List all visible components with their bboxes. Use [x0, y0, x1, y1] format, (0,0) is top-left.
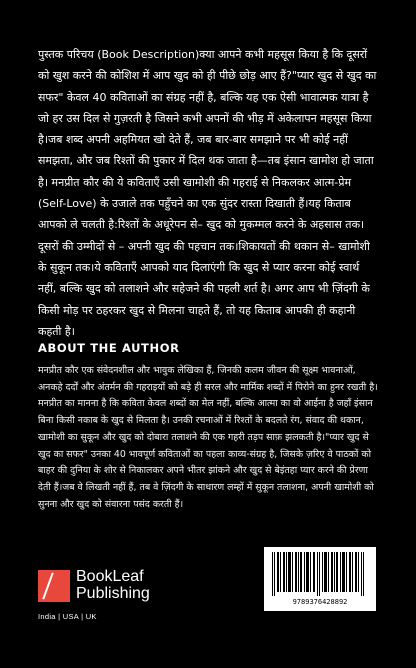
publisher-regions: India | USA | UK	[38, 612, 97, 621]
logo-slash-mark	[42, 573, 53, 600]
slash-logo-icon	[38, 570, 70, 602]
publisher-block	[38, 568, 198, 628]
publisher-name-line1: BookLeaf	[76, 568, 144, 585]
barcode-bars	[270, 552, 370, 596]
about-author-heading: ABOUT THE AUTHOR	[38, 341, 180, 355]
barcode	[264, 547, 376, 611]
book-description: पुस्तक परिचय (Book Description)क्या आपने कभी महसूस किया है कि दूसरों को खुश करने की कोशिश में आप खुद को ही पीछे छोड़ आए हैं?"प्यार खुद से खुद का सफर" केवल 40 कविताओं का संग्रह नहीं है, बल्कि यह एक ऐसी भावात्मक यात्रा है जो हर उस दिल से गुज़रती है जिसने कभी अपनों की भीड़ में अकेलापन महसूस किया है।जब शब्द अपनी अहमियत खो देते हैं, जब बार-बार समझाने पर भी कोई नहीं समझता, और जब रिश्तों की पुकार में दिल थक जाता है—तब इंसान खामोश हो जाता है। मनप्रीत कौर की ये कविताएँ उसी खामोशी की गहराई से निकलकर आत्म-प्रेम (Self-Love) के उजाले तक पहुँचने का एक सुंदर रास्ता दिखाती हैं।यह किताब आपको ले चलती है:रिश्तों के अधूरेपन से– खुद को मुकम्मल करने के अहसास तक।दूसरों की उम्मीदों से – अपनी खुद की पहचान तक।शिकायतों की थकान से– खामोशी के सुकून तक।ये कविताएँ आपको याद दिलाएंगी कि खुद से प्यार करना कोई स्वार्थ नहीं, बल्कि खुद को तलाशने और सहेजने की पहली शर्त है। अगर आप भी ज़िंदगी के किसी मोड़ पर ठहरकर खुद से मिलना चाहते हैं, तो यह किताब आपकी ही कहानी कहती है।	[38, 48, 377, 338]
author-bio: मनप्रीत कौर एक संवेदनशील और भावुक लेखिका हैं, जिनकी कलम जीवन की सूक्ष्म भावनाओं, अनकहे दर्दों और अंतर्मन की गहराइयों को बड़े ही सरल और मार्मिक शब्दों में पिरोने का हुनर रखती है।मनप्रीत का मानना है कि कविता केवल शब्दों का मेल नहीं, बल्कि आत्मा का वो आईना है जहाँ इंसान बिना किसी नकाब के खुद से मिलता है। उनकी रचनाओं में रिश्तों के बदलते रंग, संवाद की थकान, खामोशी का सुकून और खुद को दोबारा तलाशने की एक गहरी तड़प साफ़ झलकती है।"प्यार खुद से खुद का सफर" उनका 40 भावपूर्ण कविताओं का पहला काव्य-संग्रह है, जिसके ज़रिए वे पाठकों को बाहर की दुनिया के शोर से निकालकर अपने भीतर झांकने और खुद से बेइंतहा प्यार करने की प्रेरणा देती हैं।जब वे लिखती नहीं हैं, तब वे ज़िंदगी के साधारण लम्हों में सुकून तलाशना, अपनी खामोशी को सुनना और खुद को संवारना पसंद करती हैं।	[38, 365, 378, 510]
isbn-number: 9789376428892	[292, 598, 348, 606]
publisher-name-line2: Publishing	[76, 585, 150, 602]
